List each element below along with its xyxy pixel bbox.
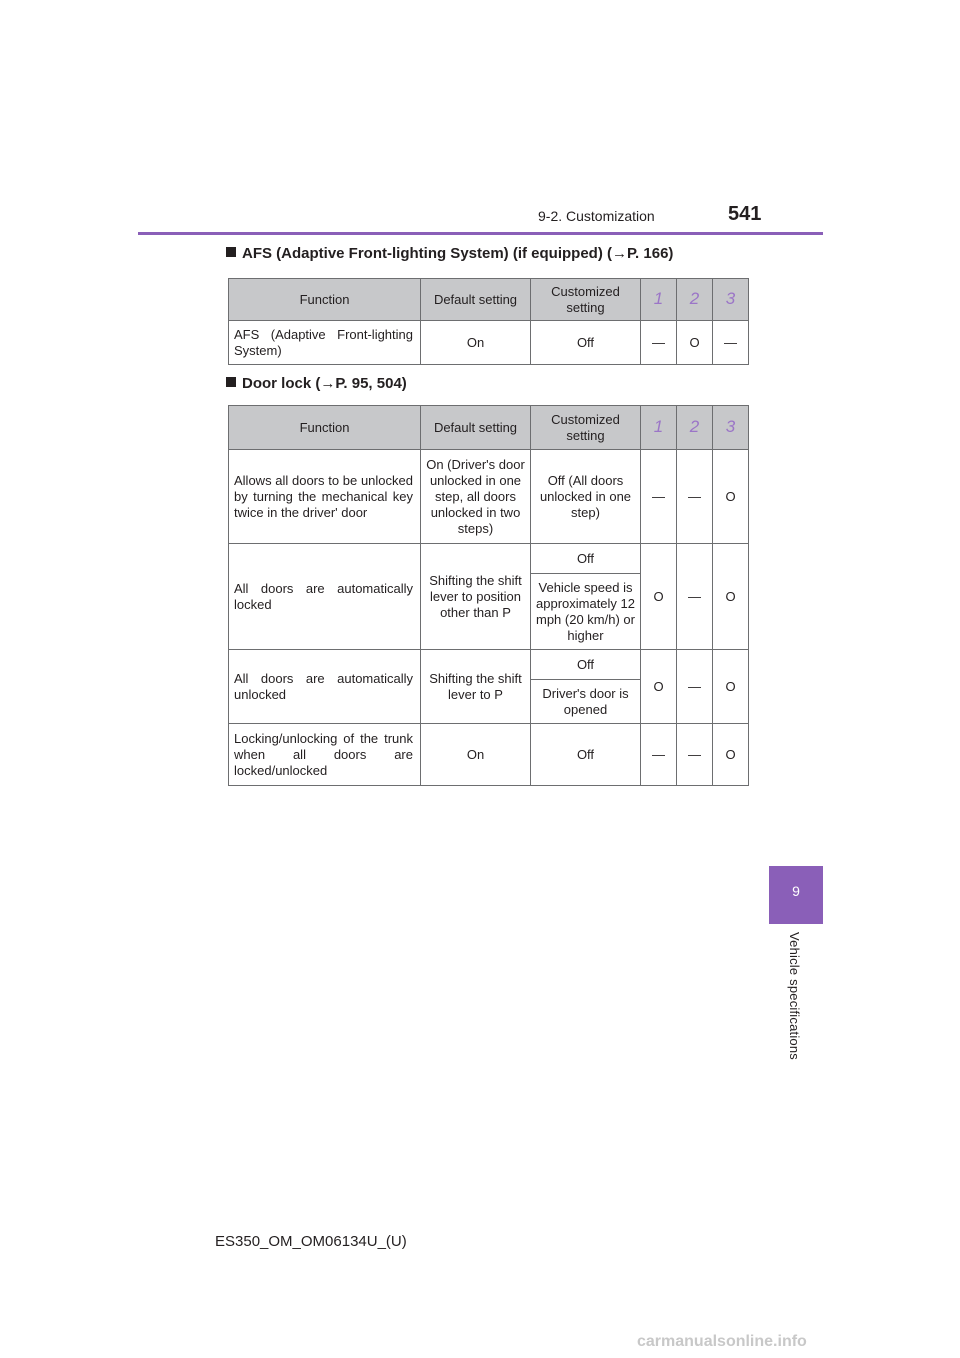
column-3-cell: O — [713, 450, 749, 544]
door-lock-section-title: Door lock (→P. 95, 504) — [226, 375, 407, 392]
header-number-1: 1 — [641, 406, 677, 450]
header-number-3: 3 — [713, 406, 749, 450]
header-function: Function — [229, 279, 421, 321]
column-2-cell: — — [677, 724, 713, 786]
column-2-cell: — — [677, 450, 713, 544]
custom-cell: Off — [531, 650, 641, 680]
afs-section-title: AFS (Adaptive Front-lighting System) (if equipped) (→P. 166) — [226, 245, 673, 262]
header-divider — [138, 232, 823, 235]
arrow-icon: → — [320, 375, 336, 392]
header-function: Function — [229, 406, 421, 450]
default-cell: On (Driver's door unlocked in one step, all doors unlocked in two steps) — [421, 450, 531, 544]
column-1-cell: O — [641, 544, 677, 650]
header-customized-setting: Customized setting — [531, 406, 641, 450]
table-row — [229, 321, 749, 365]
function-cell: Locking/unlocking of the trunk when all doors are locked/unlocked — [229, 724, 421, 786]
table-row — [229, 544, 749, 574]
default-cell: On — [421, 321, 531, 365]
afs-table — [228, 278, 749, 365]
document-code: ES350_OM_OM06134U_(U) — [215, 1233, 407, 1250]
custom-cell: Off — [531, 724, 641, 786]
header-customized-setting: Customized setting — [531, 279, 641, 321]
header-number-1: 1 — [641, 279, 677, 321]
watermark: carmanualsonline.info — [637, 1333, 807, 1350]
header-default-setting: Default setting — [421, 279, 531, 321]
table-row — [229, 450, 749, 544]
column-1-cell: — — [641, 450, 677, 544]
table-header-row — [229, 279, 749, 321]
column-1-cell: — — [641, 321, 677, 365]
custom-cell: Driver's door is opened — [531, 680, 641, 724]
chapter-tab: 9 — [769, 866, 823, 924]
custom-cell: Off — [531, 321, 641, 365]
square-bullet-icon — [226, 377, 236, 387]
table-row — [229, 724, 749, 786]
default-cell: Shifting the shift lever to P — [421, 650, 531, 724]
header-default-setting: Default setting — [421, 406, 531, 450]
default-cell: On — [421, 724, 531, 786]
column-2-cell: — — [677, 650, 713, 724]
chapter-label: Vehicle specifications — [787, 932, 802, 1060]
table-row — [229, 650, 749, 680]
square-bullet-icon — [226, 247, 236, 257]
page-number: 541 — [728, 203, 762, 225]
function-cell: All doors are automatically unlocked — [229, 650, 421, 724]
column-3-cell: — — [713, 321, 749, 365]
column-1-cell: O — [641, 650, 677, 724]
default-cell: Shifting the shift lever to position other than P — [421, 544, 531, 650]
arrow-icon: → — [611, 245, 627, 262]
column-3-cell: O — [713, 724, 749, 786]
column-1-cell: — — [641, 724, 677, 786]
function-cell: Allows all doors to be unlocked by turning the mechanical key twice in the driver' door — [229, 450, 421, 544]
custom-cell: Off — [531, 544, 641, 574]
custom-cell: Vehicle speed is approximately 12 mph (20 km/h) or higher — [531, 574, 641, 650]
header-number-3: 3 — [713, 279, 749, 321]
column-2-cell: — — [677, 544, 713, 650]
custom-cell: Off (All doors unlocked in one step) — [531, 450, 641, 544]
header-number-2: 2 — [677, 279, 713, 321]
header-number-2: 2 — [677, 406, 713, 450]
function-cell: All doors are automatically locked — [229, 544, 421, 650]
column-3-cell: O — [713, 544, 749, 650]
door-lock-table — [228, 405, 749, 786]
column-2-cell: O — [677, 321, 713, 365]
table-header-row — [229, 406, 749, 450]
column-3-cell: O — [713, 650, 749, 724]
function-cell: AFS (Adaptive Front-lighting System) — [229, 321, 421, 365]
header-section-label: 9-2. Customization — [538, 208, 655, 224]
